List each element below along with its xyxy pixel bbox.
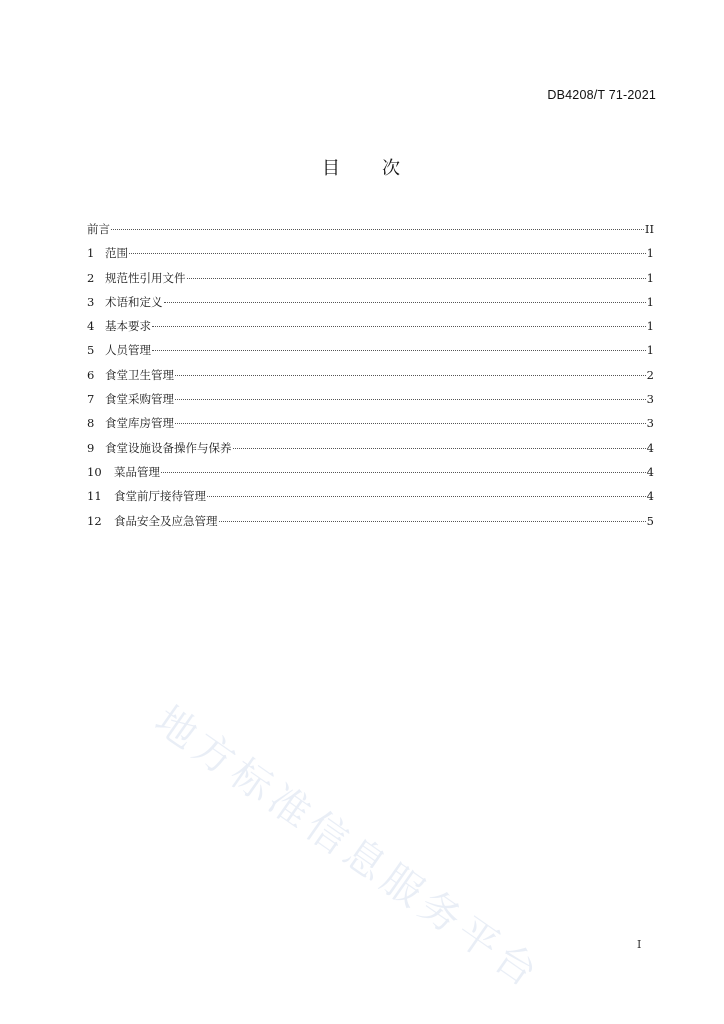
toc-leader-dots [164, 302, 646, 303]
toc-entry-text: 食堂前厅接待管理 [114, 489, 206, 504]
toc-leader-dots [219, 521, 646, 522]
toc-entry-text: 人员管理 [105, 343, 151, 358]
toc-leader-dots [187, 278, 646, 279]
toc-entry-6[interactable] [87, 363, 654, 387]
toc-entry-page: 3 [646, 416, 654, 431]
toc-entry-text: 食堂设施设备操作与保养 [105, 440, 232, 455]
toc-entry-number: 1 [87, 246, 95, 261]
toc-entry-text: 菜品管理 [114, 464, 160, 479]
watermark: 地方标准信息服务平台 [146, 697, 550, 999]
toc-entry-2[interactable] [87, 266, 654, 290]
toc-entry-text: 前言 [87, 222, 110, 236]
toc-entry-number: 10 [87, 464, 102, 479]
toc-entry-text: 食堂卫生管理 [105, 367, 174, 382]
page-number: I [637, 938, 642, 951]
toc-leader-dots [175, 375, 646, 376]
toc-entry-number: 7 [87, 392, 95, 407]
toc-entry-text: 术语和定义 [105, 294, 163, 309]
toc-leader-dots [152, 326, 646, 327]
toc-entry-5[interactable] [87, 338, 654, 362]
toc-entry-8[interactable] [87, 411, 654, 435]
toc-entry-page: 1 [646, 246, 654, 261]
toc-entry-7[interactable] [87, 387, 654, 411]
toc-entry-number: 4 [87, 319, 95, 334]
toc-leader-dots [207, 496, 646, 497]
toc-entry-number: 8 [87, 416, 95, 431]
toc-leader-dots [233, 448, 646, 449]
toc-entry-10[interactable] [87, 460, 654, 484]
toc-leader-dots [152, 350, 646, 351]
toc-list [87, 217, 654, 533]
toc-entry-number: 3 [87, 294, 95, 309]
toc-entry-number: 11 [87, 489, 102, 504]
document-code: DB4208/T 71-2021 [547, 88, 656, 102]
toc-leader-dots [161, 472, 646, 473]
toc-entry-page: 4 [646, 440, 654, 455]
toc-entry-page: 3 [646, 392, 654, 407]
toc-title-right: 次 [382, 158, 402, 179]
toc-entry-text: 食堂采购管理 [105, 392, 174, 407]
toc-entry-number: 2 [87, 270, 95, 285]
toc-entry-page: 1 [646, 343, 654, 358]
toc-entry-page: 1 [646, 319, 654, 334]
toc-entry-text: 食堂库房管理 [105, 416, 174, 431]
toc-entry-number: 12 [87, 513, 102, 528]
toc-entry-4[interactable] [87, 314, 654, 338]
toc-entry-page: 4 [646, 489, 654, 504]
toc-entry-page: 2 [646, 367, 654, 382]
toc-title [0, 154, 724, 180]
toc-leader-dots [175, 399, 646, 400]
toc-entry-number: 9 [87, 440, 95, 455]
toc-entry-page: 1 [646, 294, 654, 309]
toc-entry-text: 规范性引用文件 [105, 270, 186, 285]
toc-entry-1[interactable] [87, 241, 654, 265]
toc-entry-page: II [644, 222, 654, 236]
toc-entry-9[interactable] [87, 436, 654, 460]
toc-leader-dots [111, 229, 644, 230]
toc-entry-text: 范围 [105, 246, 128, 261]
toc-leader-dots [129, 253, 646, 254]
toc-entry-page: 1 [646, 270, 654, 285]
toc-entry-11[interactable] [87, 484, 654, 508]
toc-entry-page: 5 [646, 513, 654, 528]
toc-title-left: 目 [322, 158, 342, 179]
toc-entry-text: 基本要求 [105, 319, 151, 334]
toc-entry-number: 6 [87, 367, 95, 382]
toc-leader-dots [175, 423, 646, 424]
toc-entry-12[interactable] [87, 509, 654, 533]
toc-entry-number: 5 [87, 343, 95, 358]
toc-entry-foreword[interactable] [87, 217, 654, 241]
toc-entry-page: 4 [646, 464, 654, 479]
toc-entry-text: 食品安全及应急管理 [114, 513, 218, 528]
toc-entry-3[interactable] [87, 290, 654, 314]
